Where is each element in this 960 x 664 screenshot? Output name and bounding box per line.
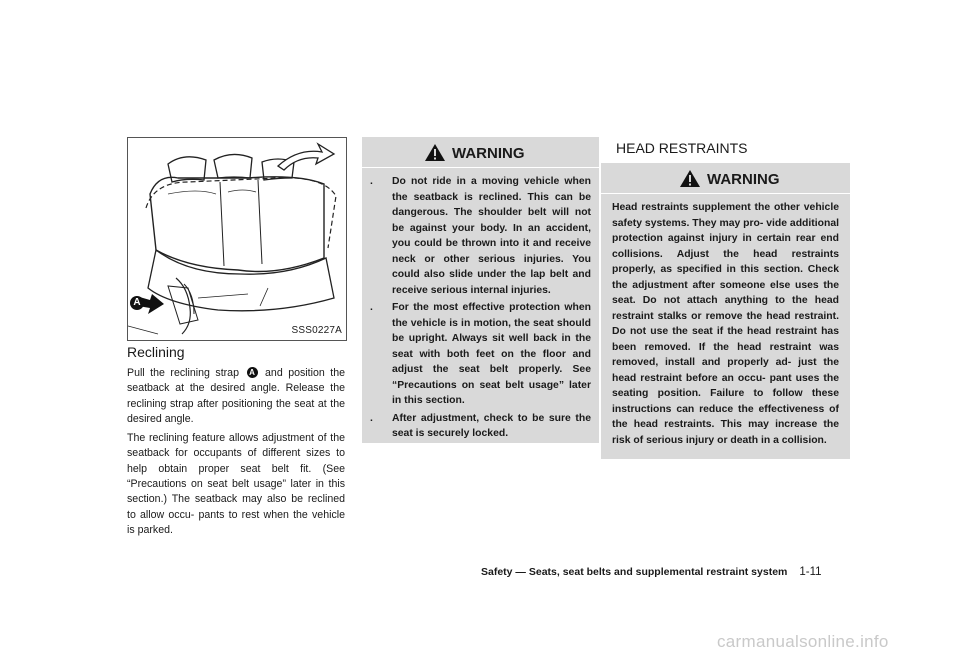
warning-triangle-icon [679, 169, 701, 188]
reclining-p1-end: and position the seatback at the desired angle. Release the reclining strap after positioning the seat at the desired angle. [127, 367, 345, 425]
head-restraint-warning-box [601, 163, 850, 459]
warning-heading: WARNING [707, 171, 780, 188]
figure-code: SSS0227A [291, 325, 342, 336]
bullet-text: For the most effective protection when the vehicle is in motion, the seat should be upright. Always sit well back in the seat with both feet on the floor and adjust the seat belt properly. See “Precautions on seat belt usage” later in this section. [392, 302, 591, 406]
warning-triangle-icon [424, 143, 446, 162]
warning-bullet [370, 411, 591, 442]
footer-section-title: Safety — Seats, seat belts and supplemental restraint system [481, 566, 788, 578]
page-footer [481, 566, 822, 578]
head-restraints-title: HEAD RESTRAINTS [616, 140, 748, 156]
warning-bullet [370, 300, 591, 409]
reclining-title: Reclining [127, 344, 185, 360]
seat-recline-illustration [127, 137, 347, 341]
bullet-mark: . [370, 412, 373, 424]
watermark-text: carmanualsonline.info [717, 632, 889, 651]
warning-bullet [370, 174, 591, 298]
bullet-text: After adjustment, check to be sure the seat is securely locked. [392, 412, 591, 439]
head-restraint-warning-text: Head restraints supplement the other vehicle safety systems. They may pro- vide additional protection against injury in certain rear end collisions. Adjust the head restraints properly, as specified in this section. Check the adjustment after someone else uses the seat. Do not attach anything to the head restraint stalks or remove the head restraint. Do not use the seat if the head restraint has been removed. If the head restraint was removed, install and properly ad- just the head restraint before an occu- pant uses the seating position. Failure to follow these instructions can reduce the effectiveness of the head restraints. This may increase the risk of serious injury or death in a collision. [612, 202, 839, 446]
warning-header [601, 163, 850, 194]
reclining-paragraph-1 [127, 366, 345, 427]
callout-a-inline-marker: A [247, 367, 258, 378]
callout-a-marker: A [130, 296, 144, 310]
bullet-text: Do not ride in a moving vehicle when the seatback is reclined. This can be dangerous. The shoulder belt will not be against your body. In an accident, you could be thrown into it and receive neck or other serious injuries. You could also slide under the lap belt and receive serious internal injuries. [392, 176, 591, 296]
recline-warning-box [362, 137, 599, 443]
page-number: 1-11 [799, 566, 822, 578]
warning-bullet-list [362, 168, 599, 442]
bullet-mark: . [370, 176, 373, 187]
reclining-body [127, 366, 345, 542]
reclining-paragraph-2: The reclining feature allows adjustment of the seatback for occupants of different sizes to help obtain proper seat belt fit. (See “Precautions on seat belt usage” later in this section.) The seatback may also be reclined to allow occu- pants to rest when the vehicle is parked. [127, 432, 345, 536]
warning-heading: WARNING [452, 145, 525, 162]
warning-header [362, 137, 599, 168]
reclining-p1-start: Pull the reclining strap [127, 367, 239, 379]
rear-seat-drawing [128, 138, 346, 340]
bullet-mark: . [370, 302, 373, 313]
